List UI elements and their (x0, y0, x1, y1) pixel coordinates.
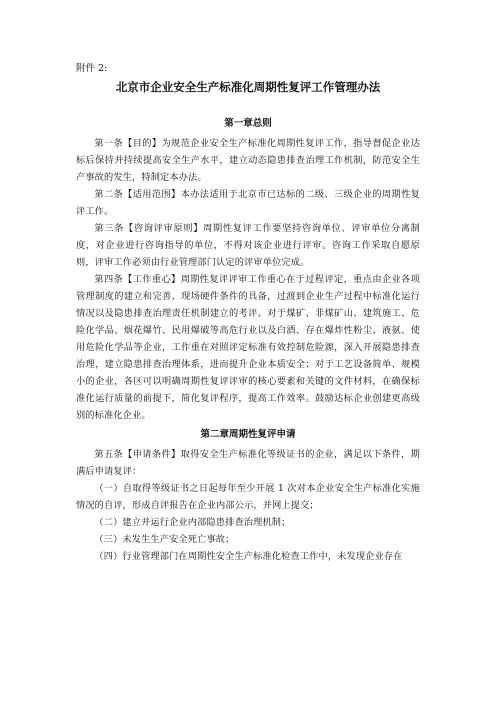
condition-item-1: （一）自取得等级证书之日起每年至少开展 1 次对本企业安全生产标准化实施情况的自评，形成自评报告在企业内部公示，并网上提交； (76, 483, 420, 511)
chapter-1 (76, 117, 420, 424)
article-2-scope: 第二条【适用范围】本办法适用于北京市已达标的二级、三级企业的周期性复评工作。 (76, 189, 420, 217)
attachment-label: 附件 2: (76, 63, 108, 74)
article-3-principle: 第三条【咨询评审原则】周期性复评工作要坚持咨询单位、评审单位分离制度，对企业进行咨询指导的单位，不得对该企业进行评审。咨询工作采取自愿原则，评审工作必须由行业管理部门认定的评审单位完成。 (76, 223, 420, 268)
chapter-title: 第二章周期性复评申请 (200, 429, 296, 440)
article-5-conditions: 第五条【申请条件】取得安全生产标准化等级证书的企业，满足以下条件，期满后申请复评： (76, 449, 420, 477)
document-title: 北京市企业安全生产标准化周期性复评工作管理办法 (115, 80, 381, 94)
condition-item-3: （三）未发生生产安全死亡事故； (94, 534, 235, 545)
condition-item-4: （四）行业管理部门在周期性安全生产标准化检查工作中，未发现企业存在 (94, 551, 403, 562)
condition-item-2: （二）建立并运行企业内部隐患排查治理机制； (94, 517, 291, 528)
article-1-purpose: 第一条【目的】为规范企业安全生产标准化周期性复评工作，指导督促企业达标后保持并持续提高安全生产水平，建立动态隐患排查治理工作机制，防范安全生产事故的发生，特制定本办法。 (76, 138, 420, 183)
chapter-2 (76, 428, 420, 565)
article-4-focus: 第四条【工作重心】周期性复评评审工作重心在于过程评定，重点由企业各项管理制度的建立和完善、现场硬件条件的具备，过渡到企业生产过程中标准化运行情况以及隐患排查治理责任机制建立的考评。对于煤矿、非煤矿山、建筑施工、危险化学品、烟花爆竹、民用爆破等高危行业以及白酒、存在爆炸性粉尘、液氨、使用危险化学品等企业，工作重在对照评定标准有效控制危险源，深入开展隐患排查治理，建立隐患排查治理体系，进而提升企业本质安全；对于工艺设备简单、规模小的企业，各区可以明确周期性复评评审的核心要素和关键的文件材料，在确保标准化运行质量的前提下，简化复评程序，提高工作效率。鼓励达标企业创建更高级别的标准化企业。 (76, 274, 420, 421)
document-body (76, 62, 420, 565)
chapter-title: 第一章总则 (224, 118, 272, 129)
